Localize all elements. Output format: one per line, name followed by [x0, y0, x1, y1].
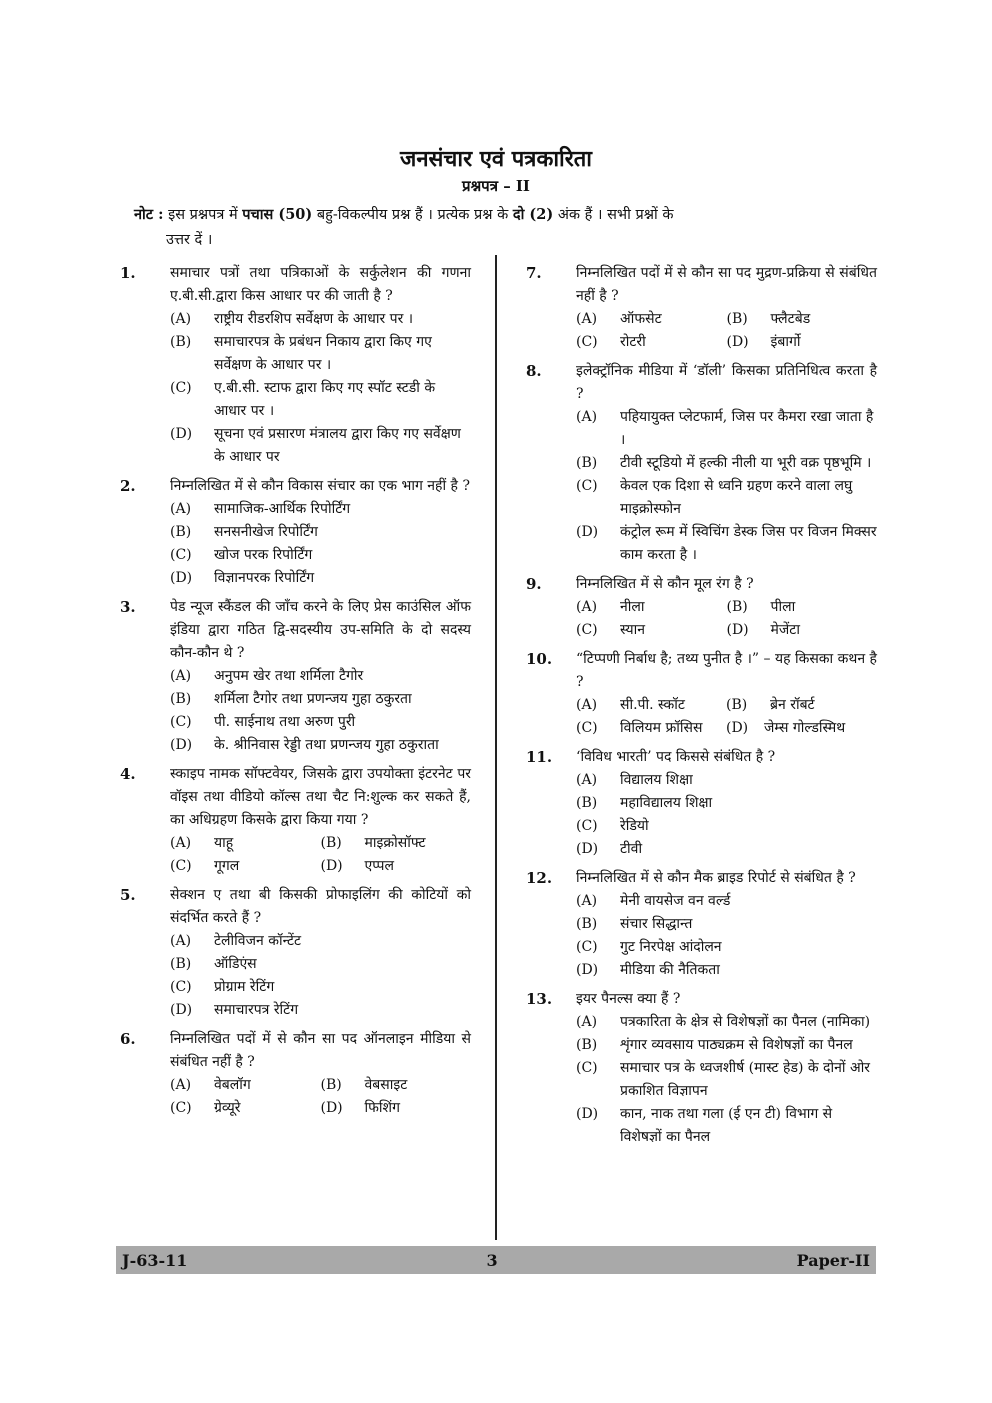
option-text: ऑडिएंस [214, 956, 257, 972]
option-label: (B) [726, 697, 748, 713]
option-a [170, 498, 471, 521]
option-text: ब्रेन रॉबर्ट [770, 697, 815, 713]
option-label: (A) [170, 668, 192, 684]
option-label: (C) [170, 858, 192, 874]
option-text: पत्रकारिता के क्षेत्र से विशेषज्ञों का पैनल (नामिका) [620, 1014, 871, 1030]
option-a [576, 596, 727, 619]
option-c [576, 815, 877, 838]
option-text: रोटरी [620, 334, 646, 350]
option-b [576, 792, 877, 815]
question-3 [116, 596, 471, 757]
option-text: याहू [214, 835, 234, 851]
question-number: 8. [526, 362, 542, 380]
option-text: एप्पल [364, 858, 394, 874]
option-label: (D) [170, 570, 193, 586]
option-text: वेबलॉग [214, 1077, 251, 1093]
question-text: निम्नलिखित पदों में से कौन सा पद मुद्रण-प्रक्रिया से संबंधित नहीं है ? [576, 265, 877, 304]
question-8 [522, 360, 877, 567]
paper-label: Paper-II [796, 1250, 870, 1270]
option-label: (C) [576, 720, 598, 736]
option-a [576, 308, 727, 331]
option-label: (B) [170, 956, 192, 972]
option-label: (D) [320, 858, 343, 874]
option-b [170, 521, 471, 544]
option-label: (D) [726, 334, 749, 350]
option-grid [170, 832, 471, 878]
option-text: के. श्रीनिवास रेड्डी तथा प्रणन्जय गुहा ठकुराता [214, 737, 439, 753]
option-label: (C) [170, 380, 192, 396]
option-text: अनुपम खेर तथा शर्मिला टैगोर [214, 668, 364, 684]
option-label: (A) [170, 933, 192, 949]
left-column [116, 262, 471, 1126]
option-label: (D) [576, 962, 599, 978]
option-b [170, 953, 471, 976]
option-c [576, 331, 727, 354]
option-text: ग्रेव्यूरे [214, 1100, 241, 1116]
option-text: गुट निरपेक्ष आंदोलन [620, 939, 722, 955]
option-text: पीला [770, 599, 796, 615]
option-a [576, 1011, 877, 1034]
option-label: (A) [170, 1077, 192, 1093]
option-text: शृंगार व्यवसाय पाठ्यक्रम से विशेषज्ञों का पैनल [620, 1037, 853, 1053]
option-a [170, 930, 471, 953]
option-text: ए.बी.सी. स्टाफ द्वारा किए गए स्पॉट स्टडी के आधार पर । [214, 380, 436, 419]
question-text: निम्नलिखित में से कौन मूल रंग है ? [576, 576, 754, 592]
option-d [726, 717, 877, 740]
option-d [170, 734, 471, 757]
option-b [727, 596, 878, 619]
option-label: (B) [170, 691, 192, 707]
option-text: मीडिया की नैतिकता [620, 962, 720, 978]
option-label: (D) [320, 1100, 343, 1116]
option-d [576, 521, 877, 567]
option-a [170, 308, 471, 331]
option-label: (B) [320, 1077, 342, 1093]
question-text: “टिप्पणी निर्बाध है; तथ्य पुनीत है ।” – यह किसका कथन है ? [576, 651, 877, 690]
option-label: (C) [170, 979, 192, 995]
option-text: शर्मिला टैगोर तथा प्रणन्जय गुहा ठकुरता [214, 691, 412, 707]
option-label: (B) [170, 524, 192, 540]
option-text: टेलीविजन कॉन्टेंट [214, 933, 302, 949]
option-c [576, 717, 726, 740]
option-d [170, 999, 471, 1022]
page-footer [116, 1246, 876, 1274]
option-label: (C) [170, 1100, 192, 1116]
question-5 [116, 884, 471, 1022]
option-a [170, 832, 321, 855]
question-6 [116, 1028, 471, 1120]
option-text: समाचार पत्र के ध्वजशीर्ष (मास्ट हेड) के दोनों ओर प्रकाशित विज्ञापन [620, 1060, 871, 1099]
question-number: 5. [120, 886, 136, 904]
question-12 [522, 867, 877, 982]
note-text-3: अंक हैं । सभी प्रश्नों के [553, 207, 674, 223]
option-label: (B) [320, 835, 342, 851]
option-label: (B) [576, 455, 598, 471]
option-c [576, 936, 877, 959]
option-d [576, 959, 877, 982]
option-label: (D) [576, 524, 599, 540]
question-text: सेक्शन ए तथा बी किसकी प्रोफाइलिंग की कोटियों को संदर्भित करते हैं ? [170, 887, 471, 926]
question-number: 11. [526, 748, 553, 766]
option-label: (D) [170, 1002, 193, 1018]
option-text: विज्ञानपरक रिपोर्टिंग [214, 570, 315, 586]
question-text: इयर पैनल्स क्या हैं ? [576, 991, 681, 1007]
question-number: 9. [526, 575, 542, 593]
question-2 [116, 475, 471, 590]
option-label: (C) [576, 334, 598, 350]
note-label: नोट : [134, 206, 164, 223]
option-c [170, 1097, 321, 1120]
option-text: सूचना एवं प्रसारण मंत्रालय द्वारा किए गए सर्वेक्षण के आधार पर [214, 426, 461, 465]
paper-subtitle: प्रश्नपत्र – II [462, 177, 530, 195]
option-c [170, 976, 471, 999]
right-column [522, 262, 877, 1155]
option-a [170, 1074, 321, 1097]
option-label: (A) [576, 772, 598, 788]
option-text: माइक्रोसॉफ्ट [364, 835, 426, 851]
option-b [170, 331, 471, 377]
option-b [321, 832, 472, 855]
option-text: विलियम फ्रॉसिस [620, 720, 703, 736]
question-number: 4. [120, 765, 136, 783]
question-number: 12. [526, 869, 553, 887]
note-line-2: उत्तर दें । [166, 232, 213, 248]
question-number: 6. [120, 1030, 136, 1048]
option-text: फ्लैटबेड [770, 311, 811, 327]
question-11 [522, 746, 877, 861]
option-c [170, 855, 321, 878]
option-b [576, 452, 877, 475]
question-10 [522, 648, 877, 740]
question-number: 3. [120, 598, 136, 616]
note-text-2: बहु-विकल्पीय प्रश्न हैं । प्रत्येक प्रश्न के [312, 207, 513, 223]
option-d [321, 1097, 472, 1120]
option-label: (B) [576, 795, 598, 811]
question-text: निम्नलिखित में से कौन विकास संचार का एक भाग नहीं है ? [170, 478, 470, 494]
option-c [576, 475, 877, 521]
option-label: (C) [576, 818, 598, 834]
option-text: समाचारपत्र के प्रबंधन निकाय द्वारा किए गए सर्वेक्षण के आधार पर । [214, 334, 432, 373]
option-a [576, 406, 877, 452]
paper-code: J-63-11 [122, 1250, 188, 1270]
question-number: 10. [526, 650, 553, 668]
option-a [170, 665, 471, 688]
option-label: (D) [170, 737, 193, 753]
option-label: (B) [170, 334, 192, 350]
option-grid [170, 1074, 471, 1120]
column-divider [495, 255, 497, 1240]
option-grid [576, 308, 877, 354]
instructions-note [134, 202, 860, 253]
option-b [170, 688, 471, 711]
option-label: (A) [576, 1014, 598, 1030]
option-label: (D) [576, 841, 599, 857]
note-bold-marks: दो (2) [512, 206, 554, 223]
option-a [576, 890, 877, 913]
option-label: (B) [726, 311, 748, 327]
option-text: इंबार्गो [770, 334, 801, 350]
page-number: 3 [486, 1250, 498, 1270]
question-7 [522, 262, 877, 354]
option-d [727, 619, 878, 642]
option-b [576, 1034, 877, 1057]
option-label: (B) [576, 1037, 598, 1053]
option-text: पी. साईनाथ तथा अरुण पुरी [214, 714, 356, 730]
option-text: ऑफसेट [620, 311, 662, 327]
question-text: स्काइप नामक सॉफ्टवेयर, जिसके द्वारा उपयोक्ता इंटरनेट पर वॉइस तथा वीडियो कॉल्स तथा चैट नि:शुल्क कर सकते हैं, का अधिग्रहण किसके द्वारा किया गया ? [170, 766, 471, 828]
option-grid [576, 694, 877, 740]
option-label: (A) [170, 501, 192, 517]
question-number: 13. [526, 990, 553, 1008]
question-1 [116, 262, 471, 469]
option-b [321, 1074, 472, 1097]
option-a [576, 694, 726, 717]
option-label: (B) [726, 599, 748, 615]
question-text: ‘विविध भारती’ पद किससे संबंधित है ? [576, 749, 776, 765]
option-text: रेडियो [620, 818, 649, 834]
option-b [726, 694, 877, 717]
option-label: (C) [576, 939, 598, 955]
option-label: (D) [726, 720, 749, 736]
option-text: विद्यालय शिक्षा [620, 772, 693, 788]
option-d [170, 567, 471, 590]
option-label: (A) [576, 311, 598, 327]
question-9 [522, 573, 877, 642]
option-c [576, 619, 727, 642]
question-text: समाचार पत्रों तथा पत्रिकाओं के सर्कुलेशन की गणना ए.बी.सी.द्वारा किस आधार पर की जाती है ? [170, 265, 471, 304]
option-text: गूगल [214, 858, 240, 874]
option-text: सामाजिक-आर्थिक रिपोर्टिंग [214, 501, 351, 517]
option-text: प्रोग्राम रेटिंग [214, 979, 275, 995]
note-bold-count: पचास (50) [242, 206, 313, 223]
option-text: समाचारपत्र रेटिंग [214, 1002, 299, 1018]
question-text: इलेक्ट्रॉनिक मीडिया में ‘डॉली’ किसका प्रतिनिधित्व करता है ? [576, 363, 877, 402]
option-text: केवल एक दिशा से ध्वनि ग्रहण करने वाला लघु माइक्रोस्फोन [620, 478, 853, 517]
option-label: (C) [170, 547, 192, 563]
option-text: सनसनीखेज रिपोर्टिंग [214, 524, 318, 540]
option-a [576, 769, 877, 792]
option-text: फिशिंग [364, 1100, 400, 1116]
option-label: (A) [576, 893, 598, 909]
option-b [576, 913, 877, 936]
note-line-1 [134, 202, 860, 228]
option-label: (D) [576, 1106, 599, 1122]
option-c [576, 1057, 877, 1103]
option-d [170, 423, 471, 469]
question-text: पेड न्यूज स्कैंडल की जाँच करने के लिए प्रेस काउंसिल ऑफ इंडिया द्वारा गठित द्वि-सदस्यीय उप-समिति के दो सदस्य कौन-कौन थे ? [170, 599, 471, 661]
option-text: महाविद्यालय शिक्षा [620, 795, 713, 811]
option-text: सी.पी. स्कॉट [620, 697, 685, 713]
option-label: (A) [170, 311, 192, 327]
option-text: मेनी वायसेज वन वर्ल्ड [620, 893, 731, 909]
option-d [576, 838, 877, 861]
option-label: (A) [576, 599, 598, 615]
question-number: 7. [526, 264, 542, 282]
option-text: टीवी स्टूडियो में हल्की नीली या भूरी वक्र पृष्ठभूमि । [620, 455, 872, 471]
option-label: (A) [576, 697, 598, 713]
option-grid [576, 596, 877, 642]
option-label: (A) [170, 835, 192, 851]
option-text: वेबसाइट [364, 1077, 408, 1093]
question-13 [522, 988, 877, 1149]
note-text-1: इस प्रश्नपत्र में [163, 207, 243, 223]
option-text: मेजेंटा [770, 622, 800, 638]
option-text: स्यान [620, 622, 645, 638]
option-c [170, 711, 471, 734]
option-d [727, 331, 878, 354]
option-b [727, 308, 878, 331]
option-c [170, 377, 471, 423]
question-4 [116, 763, 471, 878]
option-label: (A) [576, 409, 598, 425]
option-label: (C) [576, 478, 598, 494]
question-text: निम्नलिखित में से कौन मैक ब्राइड रिपोर्ट से संबंधित है ? [576, 870, 856, 886]
option-text: कंट्रोल रूम में स्विचिंग डेस्क जिस पर विजन मिक्सर काम करता है । [620, 524, 877, 563]
question-number: 1. [120, 264, 136, 282]
option-label: (C) [576, 622, 598, 638]
question-text: निम्नलिखित पदों में से कौन सा पद ऑनलाइन मीडिया से संबंधित नहीं है ? [170, 1031, 471, 1070]
option-text: टीवी [620, 841, 643, 857]
option-text: जेम्स गोल्डस्मिथ [764, 720, 846, 736]
page-title: जनसंचार एवं पत्रकारिता [400, 146, 592, 172]
option-label: (D) [726, 622, 749, 638]
option-text: पहियायुक्त प्लेटफार्म, जिस पर कैमरा रखा जाता है । [620, 409, 874, 448]
option-label: (B) [576, 916, 598, 932]
option-label: (C) [576, 1060, 598, 1076]
option-text: कान, नाक तथा गला (ई एन टी) विभाग से विशेषज्ञों का पैनल [620, 1106, 833, 1145]
option-d [321, 855, 472, 878]
option-label: (C) [170, 714, 192, 730]
option-text: खोज परक रिपोर्टिंग [214, 547, 313, 563]
option-text: राष्ट्रीय रीडरशिप सर्वेक्षण के आधार पर । [214, 311, 414, 327]
option-label: (D) [170, 426, 193, 442]
question-number: 2. [120, 477, 136, 495]
option-c [170, 544, 471, 567]
option-text: संचार सिद्धान्त [620, 916, 693, 932]
option-d [576, 1103, 877, 1149]
option-text: नीला [620, 599, 645, 615]
